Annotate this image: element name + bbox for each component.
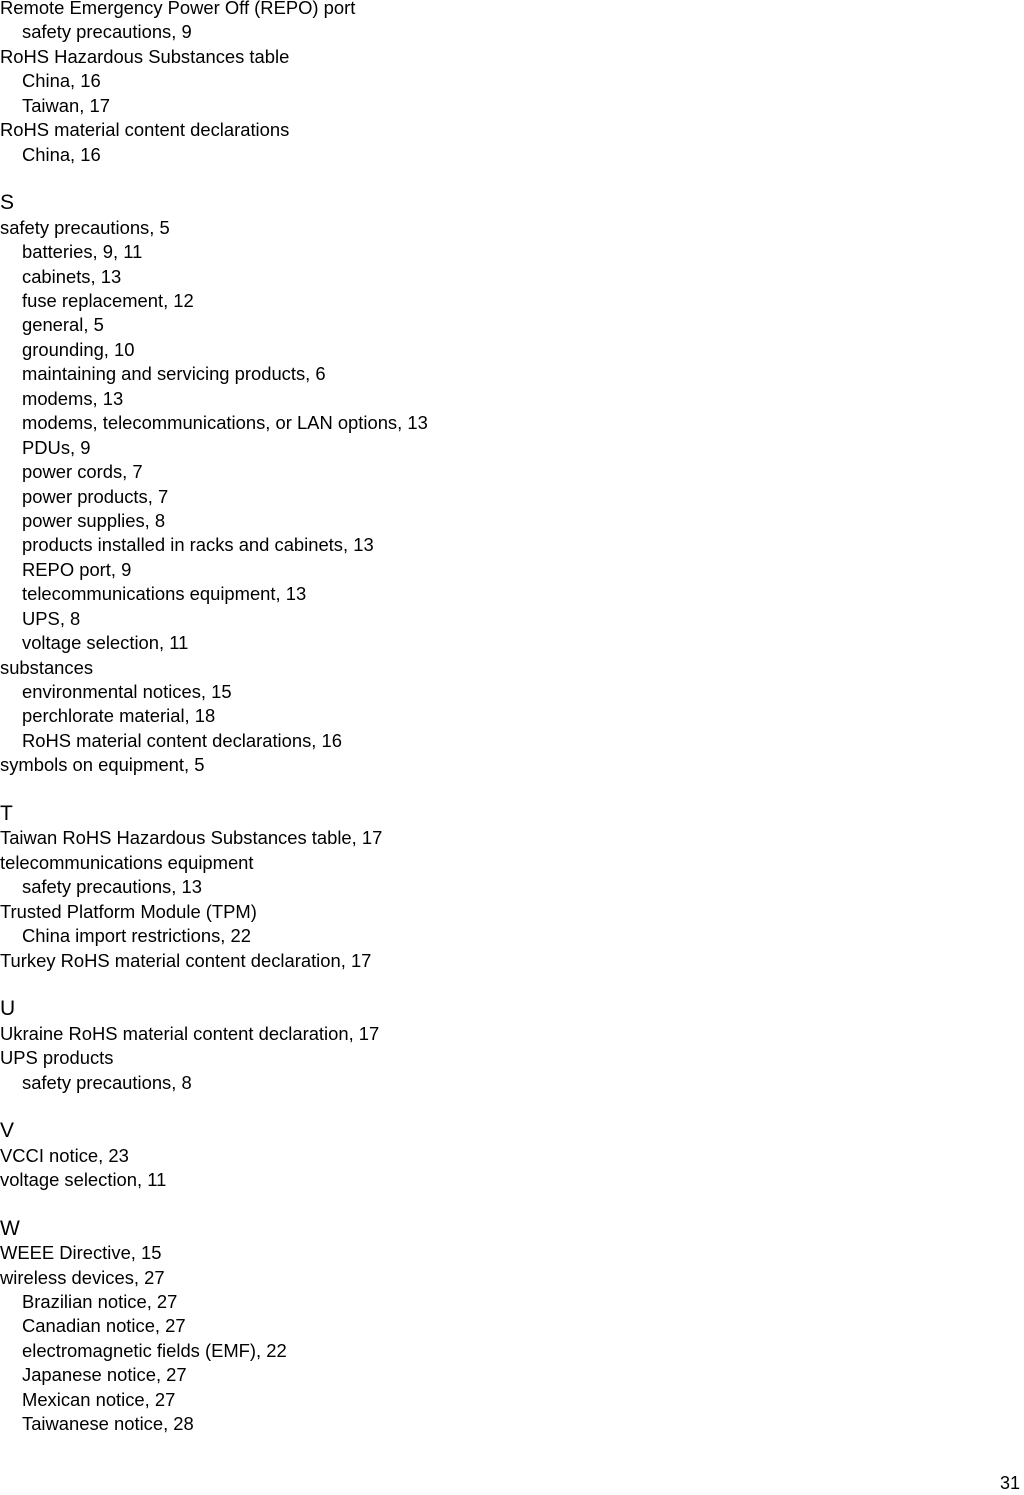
index-subentry: power supplies, 8 <box>22 509 166 531</box>
index-subentry: safety precautions, 9 <box>22 21 192 43</box>
index-entry: telecommunications equipment <box>0 851 254 873</box>
index-subentry: environmental notices, 15 <box>22 681 232 702</box>
index-entry: wireless devices, 27 <box>0 1266 165 1288</box>
index-entry: RoHS Hazardous Substances table <box>0 45 290 67</box>
index-subentry: electromagnetic fields (EMF), 22 <box>22 1339 287 1361</box>
index-entry: Taiwan RoHS Hazardous Substances table, 17 <box>0 827 383 849</box>
index-subentry: power cords, 7 <box>22 461 143 483</box>
index-subentry: Taiwanese notice, 28 <box>22 1413 194 1435</box>
index-entry: WEEE Directive, 15 <box>0 1242 162 1264</box>
index-subentry: UPS, 8 <box>22 607 81 629</box>
index-subentry: modems, telecommunications, or LAN options, 13 <box>22 412 428 434</box>
index-subentry: products installed in racks and cabinets, 13 <box>22 534 374 556</box>
index-subentry: Japanese notice, 27 <box>22 1364 187 1386</box>
index-subentry: China, 16 <box>22 70 101 92</box>
index-section-letter: T <box>0 801 13 825</box>
index-entry: Ukraine RoHS material content declaration, 17 <box>0 1022 380 1044</box>
index-entry: symbols on equipment, 5 <box>0 754 205 776</box>
index-subentry: perchlorate material, 18 <box>22 705 216 727</box>
index-subentry: modems, 13 <box>22 387 124 409</box>
index-subentry: Mexican notice, 27 <box>22 1388 176 1410</box>
index-subentry: fuse replacement, 12 <box>22 290 194 311</box>
index-subentry: cabinets, 13 <box>22 265 122 287</box>
index-subentry: grounding, 10 <box>22 338 135 360</box>
index-subentry: safety precautions, 8 <box>22 1071 192 1093</box>
index-subentry: Taiwan, 17 <box>22 94 110 116</box>
index-section-letter: V <box>0 1119 15 1143</box>
index-entry: substances <box>0 656 94 678</box>
index-entry: Turkey RoHS material content declaration, 17 <box>0 949 372 971</box>
index-subentry: general, 5 <box>22 314 104 336</box>
index-subentry: China, 16 <box>22 143 101 165</box>
index-subentry: China import restrictions, 22 <box>22 925 251 947</box>
index-subentry: telecommunications equipment, 13 <box>22 583 307 605</box>
index-entry: Trusted Platform Module (TPM) <box>0 900 257 922</box>
index-entry: safety precautions, 5 <box>0 216 170 238</box>
index-entry: UPS products <box>0 1047 114 1069</box>
index-subentry: batteries, 9, 11 <box>22 241 143 263</box>
index-subentry: power products, 7 <box>22 485 169 507</box>
index-entry: RoHS material content declarations <box>0 119 290 141</box>
index-subentry: maintaining and servicing products, 6 <box>22 363 326 385</box>
index-subentry: voltage selection, 11 <box>22 632 189 654</box>
index-subentry: REPO port, 9 <box>22 558 132 580</box>
index-subentry: Canadian notice, 27 <box>22 1315 186 1337</box>
page-number: 31 <box>999 1473 1020 1493</box>
index-section-letter: S <box>0 191 15 215</box>
index-section-letter: W <box>0 1216 20 1240</box>
index-subentry: safety precautions, 13 <box>22 876 202 898</box>
index-subentry: RoHS material content declarations, 16 <box>22 729 342 751</box>
index-entry: voltage selection, 11 <box>0 1169 167 1190</box>
index-entry: Remote Emergency Power Off (REPO) port <box>0 0 356 18</box>
index-subentry: Brazilian notice, 27 <box>22 1290 178 1312</box>
index-entry: VCCI notice, 23 <box>0 1144 129 1166</box>
index-subentry: PDUs, 9 <box>22 436 91 458</box>
index-section-letter: U <box>0 997 16 1021</box>
